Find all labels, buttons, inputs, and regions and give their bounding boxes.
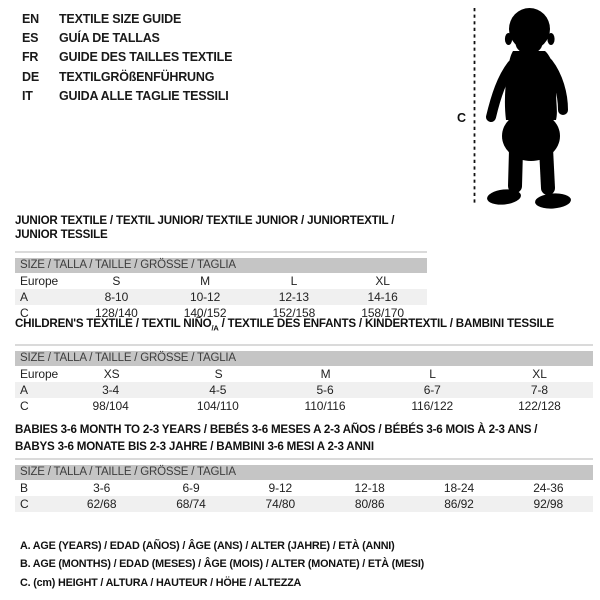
row-label: A xyxy=(20,383,28,398)
lang-code: FR xyxy=(22,50,39,65)
cell: 80/86 xyxy=(354,497,385,511)
divider xyxy=(15,458,593,460)
lang-title: TEXTILE SIZE GUIDE xyxy=(59,12,182,26)
cell: 74/80 xyxy=(265,497,296,511)
legend-line-b: B. AGE (MONTHS) / EDAD (MESES) / ÂGE (MOIS) / ALTER (MONATE) / ETÀ (MESI) xyxy=(20,558,425,571)
column-header: XL xyxy=(532,367,547,382)
legend-line-a: A. AGE (YEARS) / EDAD (AÑOS) / ÂGE (ANS) / ALTER (JAHRE) / ETÀ (ANNI) xyxy=(20,540,395,552)
column-header: XL xyxy=(375,274,390,288)
cell: 62/68 xyxy=(86,497,117,511)
lang-title: TEXTILGRÖßENFÜHRUNG xyxy=(59,69,215,84)
children-heading-suffix: / TEXTILE DES ENFANTS / KINDERTEXTIL / BAMBINI TESSILE xyxy=(218,317,554,330)
lang-row-it xyxy=(22,87,232,106)
cell: 158/170 xyxy=(361,306,404,320)
lang-title: GUIDA ALLE TAGLIE TESSILI xyxy=(59,88,229,103)
lang-code: EN xyxy=(22,12,39,26)
row-label: A xyxy=(20,290,28,304)
row-label: C xyxy=(20,399,29,414)
cell: 92/98 xyxy=(533,497,564,511)
language-title-block xyxy=(22,10,232,106)
region-label: Europe xyxy=(20,367,59,382)
cell: 14-16 xyxy=(367,290,398,304)
cell: 140/152 xyxy=(183,306,227,320)
cell: 5-6 xyxy=(316,383,334,398)
cell: 8-10 xyxy=(104,290,129,304)
cell: 110/116 xyxy=(304,399,346,414)
legend-line-c: C. (cm) HEIGHT / ALTURA / HAUTEUR / HÖHE / ALTEZZA xyxy=(20,576,302,589)
region-label: Europe xyxy=(20,274,59,288)
divider xyxy=(15,344,593,346)
cell: 18-24 xyxy=(443,481,475,495)
children-size-header: SIZE / TALLA / TAILLE / GRÖSSE / TAGLIA xyxy=(15,351,593,366)
table-row xyxy=(15,289,427,305)
lang-code: ES xyxy=(22,31,39,46)
cell: 152/158 xyxy=(272,306,316,320)
cell: 10-12 xyxy=(190,290,221,304)
table-row xyxy=(15,398,593,414)
cell: 3-6 xyxy=(93,481,111,495)
children-heading-sub: /A xyxy=(211,323,219,333)
babies-textile-section xyxy=(15,423,593,512)
column-header: S xyxy=(112,274,121,288)
column-header: M xyxy=(320,367,331,382)
cell: 98/104 xyxy=(92,399,129,414)
table-row xyxy=(15,480,593,496)
lang-title: GUIDE DES TAILLES TEXTILE xyxy=(59,50,233,65)
cell: 6-7 xyxy=(423,383,441,398)
cell: 86/92 xyxy=(444,497,474,511)
lang-code: DE xyxy=(22,69,39,84)
cell: 122/128 xyxy=(518,399,561,414)
lang-code: IT xyxy=(22,88,33,103)
column-header: L xyxy=(290,274,298,288)
cell: 12-18 xyxy=(354,481,385,495)
height-measure-label: C xyxy=(457,111,467,125)
babies-heading-line2: BABYS 3-6 MONATE BIS 2-3 JAHRE / BAMBINI 3-6 MESI A 2-3 ANNI xyxy=(15,440,374,453)
row-label: C xyxy=(20,306,29,320)
junior-heading: JUNIOR TEXTILE / TEXTIL JUNIOR/ TEXTILE JUNIOR / JUNIORTEXTIL / JUNIOR TESSILE xyxy=(15,214,395,241)
junior-columns-row xyxy=(15,273,427,289)
babies-heading-line1: BABIES 3-6 MONTH TO 2-3 YEARS / BEBÉS 3-6 MESES A 2-3 AÑOS / BÉBÉS 3-6 MOIS À 2-3 ANS / xyxy=(15,423,538,436)
cell: 104/110 xyxy=(196,399,239,414)
column-header: M xyxy=(200,274,211,288)
column-header: XS xyxy=(103,367,120,382)
cell: 7-8 xyxy=(530,383,548,398)
cell: 68/74 xyxy=(176,497,206,511)
cell: 12-13 xyxy=(278,290,309,304)
column-header: L xyxy=(429,367,436,382)
children-heading-prefix: CHILDREN'S TEXTILE / TEXTIL NIÑO xyxy=(15,317,212,330)
cell: 6-9 xyxy=(182,481,200,495)
row-label: B xyxy=(20,481,28,495)
lang-row-fr xyxy=(22,48,232,67)
babies-size-header: SIZE / TALLA / TAILLE / GRÖSSE / TAGLIA xyxy=(15,465,593,480)
children-columns-row xyxy=(15,366,593,382)
cell: 9-12 xyxy=(268,481,293,495)
column-header: S xyxy=(214,367,223,382)
cell: 24-36 xyxy=(533,481,564,495)
cell: 4-5 xyxy=(209,383,227,398)
divider xyxy=(15,251,427,253)
lang-row-en xyxy=(22,10,232,29)
cell: 3-4 xyxy=(102,383,120,398)
row-label: C xyxy=(20,497,29,511)
table-row xyxy=(15,382,593,398)
lang-row-es xyxy=(22,29,232,48)
lang-title: GUÍA DE TALLAS xyxy=(59,31,160,46)
junior-size-header: SIZE / TALLA / TAILLE / GRÖSSE / TAGLIA xyxy=(15,258,427,273)
baby-silhouette-icon xyxy=(486,8,571,210)
lang-row-de xyxy=(22,68,232,87)
measure-legend xyxy=(20,537,424,592)
children-textile-section xyxy=(15,317,593,414)
children-heading xyxy=(15,317,593,335)
junior-textile-section xyxy=(15,214,427,321)
baby-height-figure xyxy=(452,0,593,215)
table-row xyxy=(15,496,593,512)
cell: 128/140 xyxy=(95,306,138,320)
cell: 116/122 xyxy=(411,399,454,414)
